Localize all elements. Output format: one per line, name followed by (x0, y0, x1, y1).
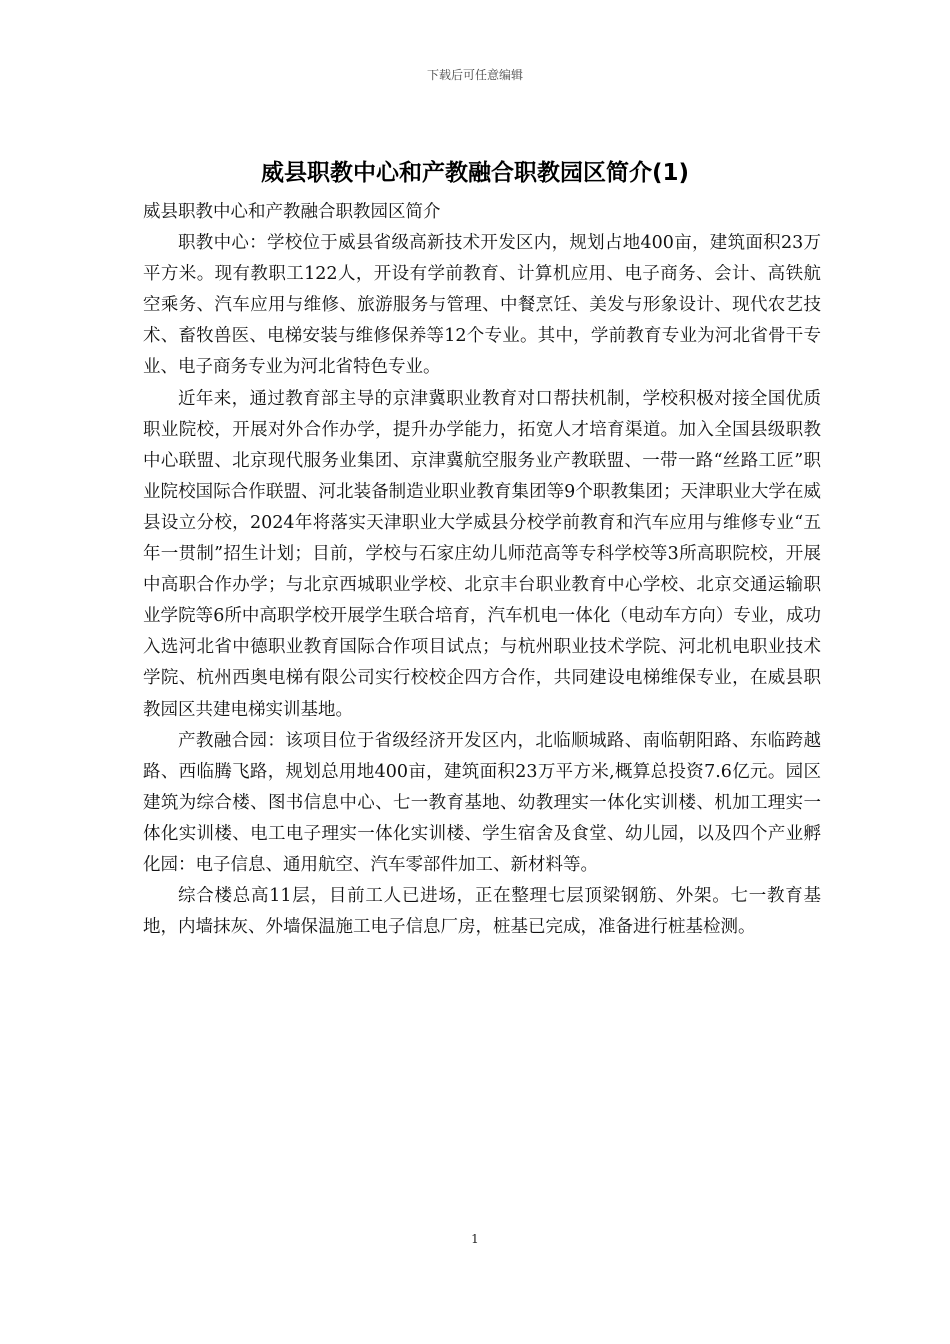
paragraph-cooperation: 近年来，通过教育部主导的京津冀职业教育对口帮扶机制，学校积极对接全国优质职业院校，开展对外合作办学，提升办学能力，拓宽人才培育渠道。加入全国县级职教中心联盟、北京现代服务业集团、京津冀航空服务业产教联盟、一带一路“丝路工匠”职业院校国际合作联盟、河北装备制造业职业教育集团等9个职教集团；天津职业大学在威县设立分校，2024年将落实天津职业大学威县分校学前教育和汽车应用与维修专业“五年一贯制”招生计划；目前，学校与石家庄幼儿师范高等专科学校等3所高职院校，开展中高职合作办学；与北京西城职业学校、北京丰台职业教育中心学校、北京交通运输职业学院等6所中高职学校开展学生联合培育，汽车机电一体化（电动车方向）专业，成功入选河北省中德职业教育国际合作项目试点；与杭州职业技术学院、河北机电职业技术学院、杭州西奥电梯有限公司实行校校企四方合作，共同建设电梯维保专业，在威县职教园区共建电梯实训基地。 (143, 388, 821, 720)
paragraph-construction-progress: 综合楼总高11层，目前工人已进场，正在整理七层顶梁钢筋、外架。七一教育基地，内墙抹灰、外墙保温施工电子信息厂房，桩基已完成，准备进行桩基检测。 (143, 886, 821, 938)
page-header-note: 下载后可任意编辑 (426, 68, 523, 82)
page-number: 1 (471, 1232, 479, 1246)
paragraph-industry-park: 产教融合园：该项目位于省级经济开发区内，北临顺城路、南临朝阳路、东临跨越路、西临腾飞路，规划总用地400亩，建筑面积23万平方米,概算总投资7.6亿元。园区建筑为综合楼、图书信息中心、七一教育基地、幼教理实一体化实训楼、机加工理实一体化实训楼、电工电子理实一体化实训楼、学生宿舍及食堂、幼儿园，以及四个产业孵化园：电子信息、通用航空、汽车零部件加工、新材料等。 (143, 730, 821, 875)
paragraph-vocational-center: 职教中心：学校位于威县省级高新技术开发区内，规划占地400亩，建筑面积23万平方米。现有教职工122人，开设有学前教育、计算机应用、电子商务、会计、高铁航空乘务、汽车应用与维修、旅游服务与管理、中餐烹饪、美发与形象设计、现代农艺技术、畜牧兽医、电梯安装与维修保养等12个专业。其中，学前教育专业为河北省骨干专业、电子商务专业为河北省特色专业。 (143, 233, 821, 378)
document-subtitle: 威县职教中心和产教融合职教园区简介 (143, 202, 441, 222)
document-body (143, 197, 821, 943)
document-title: 威县职教中心和产教融合职教园区简介(1) (260, 160, 690, 186)
